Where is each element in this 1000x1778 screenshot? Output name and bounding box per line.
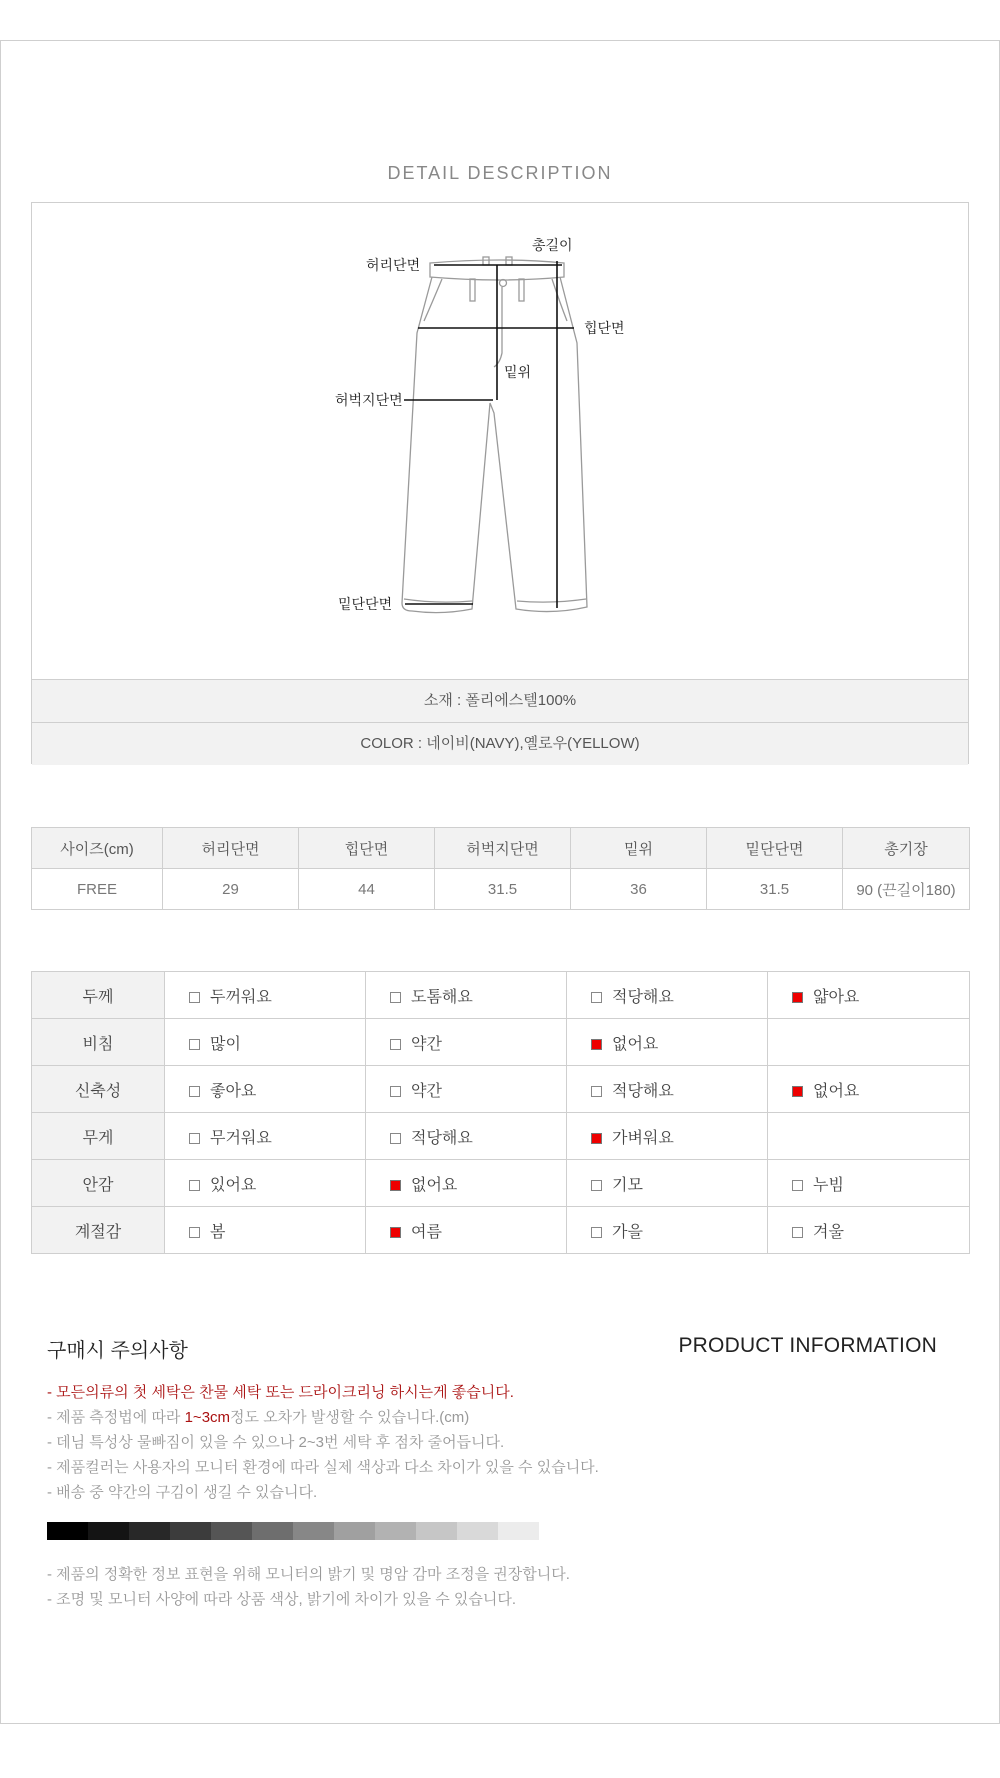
pants-illustration — [32, 203, 968, 679]
feel-option — [366, 1207, 567, 1254]
feel-option-label: 얇아요 — [813, 988, 860, 1006]
color-row: COLOR : 네이비(NAVY),옐로우(YELLOW) — [32, 722, 968, 765]
tolerance-value: 1~3cm — [184, 1409, 231, 1426]
feel-option — [366, 1066, 567, 1113]
rise-value: 36 — [571, 869, 707, 910]
feel-option — [366, 1160, 567, 1207]
feel-option-label: 겨울 — [813, 1223, 844, 1241]
feel-option — [567, 1160, 768, 1207]
checked-box-icon — [591, 1039, 602, 1050]
feel-row-label: 신축성 — [32, 1066, 165, 1113]
feel-row-label: 계절감 — [32, 1207, 165, 1254]
pants-diagram — [32, 203, 968, 679]
feel-option-label: 좋아요 — [210, 1082, 257, 1100]
feel-option — [567, 1019, 768, 1066]
gray-swatch — [129, 1522, 170, 1540]
feel-option-label: 여름 — [411, 1223, 442, 1241]
feel-option — [768, 1207, 970, 1254]
notice-line: - 제품의 정확한 정보 표현을 위해 모니터의 밝기 및 명암 감마 조정을 권장합니다. — [47, 1566, 570, 1583]
feel-option-label: 많이 — [210, 1035, 241, 1053]
material-row: 소재 : 폴리에스텔100% — [32, 679, 968, 722]
unchecked-box-icon — [591, 1227, 602, 1238]
feel-option — [768, 972, 970, 1019]
feel-option-label: 무거워요 — [210, 1129, 272, 1147]
empty-cell — [768, 1113, 970, 1160]
thigh-value: 31.5 — [435, 869, 571, 910]
notice-line: - 배송 중 약간의 구김이 생길 수 있습니다. — [47, 1484, 318, 1501]
unchecked-box-icon — [390, 992, 401, 1003]
size-header: 사이즈(cm) — [32, 828, 163, 869]
feel-option — [567, 1207, 768, 1254]
gray-swatch — [375, 1522, 416, 1540]
feel-option-label: 적당해요 — [612, 1082, 674, 1100]
checked-box-icon — [390, 1180, 401, 1191]
feel-option-label: 가벼워요 — [612, 1129, 674, 1147]
feel-option — [165, 1160, 366, 1207]
checked-box-icon — [390, 1227, 401, 1238]
notice-list — [47, 1380, 599, 1505]
feel-option — [768, 1160, 970, 1207]
label-waist: 허리단면 — [366, 257, 421, 273]
feel-option — [366, 972, 567, 1019]
feel-option-label: 가을 — [612, 1223, 643, 1241]
feel-row — [32, 1207, 970, 1254]
gray-swatch — [47, 1522, 88, 1540]
hip-value: 44 — [299, 869, 435, 910]
feel-row — [32, 972, 970, 1019]
notice-line — [47, 1405, 599, 1430]
feel-option-label: 없어요 — [411, 1176, 458, 1194]
length-header: 총기장 — [843, 828, 970, 869]
gray-swatch — [457, 1522, 498, 1540]
feel-row-label: 무게 — [32, 1113, 165, 1160]
gray-swatch — [211, 1522, 252, 1540]
size-table — [31, 827, 970, 910]
feel-option-label: 있어요 — [210, 1176, 257, 1194]
feel-option — [165, 1066, 366, 1113]
gray-swatch — [498, 1522, 539, 1540]
label-hem: 밑단단면 — [338, 596, 393, 612]
notice-text: - 제품 측정법에 따라 — [47, 1409, 185, 1426]
gray-swatch — [88, 1522, 129, 1540]
notice-line: - 모든의류의 첫 세탁은 찬물 세탁 또는 드라이크리닝 하시는게 좋습니다. — [47, 1384, 514, 1401]
monitor-notice-list — [47, 1562, 570, 1612]
empty-cell — [768, 1019, 970, 1066]
feel-option-label: 없어요 — [813, 1082, 860, 1100]
gray-swatch — [170, 1522, 211, 1540]
unchecked-box-icon — [591, 1180, 602, 1191]
notice-line: - 데님 특성상 물빠짐이 있을 수 있으나 2~3번 세탁 후 점차 줄어듭니다. — [47, 1434, 505, 1451]
feel-row — [32, 1160, 970, 1207]
length-value: 90 (끈길이180) — [843, 869, 970, 910]
feel-row — [32, 1066, 970, 1113]
label-hip: 힙단면 — [584, 320, 625, 336]
rise-header: 밑위 — [571, 828, 707, 869]
feel-option-label: 두꺼워요 — [210, 988, 272, 1006]
unchecked-box-icon — [189, 992, 200, 1003]
section-title: DETAIL DESCRIPTION — [387, 163, 613, 183]
gray-swatch — [334, 1522, 375, 1540]
waist-value: 29 — [163, 869, 299, 910]
feel-option — [567, 1113, 768, 1160]
feel-option-label: 누빔 — [813, 1176, 844, 1194]
fabric-feel-table — [31, 971, 970, 1254]
waist-header: 허리단면 — [163, 828, 299, 869]
feel-option — [165, 1113, 366, 1160]
feel-option-label: 약간 — [411, 1082, 442, 1100]
notice-line: - 제품컬러는 사용자의 모니터 환경에 따라 실제 색상과 다소 차이가 있을 수 있습니다. — [47, 1459, 599, 1476]
unchecked-box-icon — [189, 1133, 200, 1144]
size-table-row — [32, 869, 970, 910]
feel-row-label: 안감 — [32, 1160, 165, 1207]
notice-text: 정도 오차가 발생할 수 있습니다.(cm) — [230, 1409, 470, 1426]
feel-option-label: 약간 — [411, 1035, 442, 1053]
unchecked-box-icon — [591, 1086, 602, 1097]
detail-box — [31, 202, 969, 764]
unchecked-box-icon — [390, 1133, 401, 1144]
label-rise: 밑위 — [504, 364, 532, 380]
product-information-heading: PRODUCT INFORMATION — [678, 1334, 937, 1357]
gray-swatch — [293, 1522, 334, 1540]
size-table-header — [32, 828, 970, 869]
notice-line: - 조명 및 모니터 사양에 따라 상품 색상, 밝기에 차이가 있을 수 있습니다. — [47, 1591, 517, 1608]
feel-option-label: 적당해요 — [612, 988, 674, 1006]
feel-option — [366, 1113, 567, 1160]
unchecked-box-icon — [792, 1227, 803, 1238]
feel-option — [165, 972, 366, 1019]
feel-option-label: 기모 — [612, 1176, 643, 1194]
gray-swatch — [416, 1522, 457, 1540]
hem-value: 31.5 — [707, 869, 843, 910]
feel-row-label: 비침 — [32, 1019, 165, 1066]
unchecked-box-icon — [390, 1039, 401, 1050]
feel-option — [165, 1019, 366, 1066]
feel-option-label: 도톰해요 — [411, 988, 473, 1006]
checked-box-icon — [591, 1133, 602, 1144]
feel-row — [32, 1019, 970, 1066]
label-thigh: 허벅지단면 — [335, 392, 403, 408]
feel-option — [567, 972, 768, 1019]
unchecked-box-icon — [189, 1039, 200, 1050]
feel-option — [366, 1019, 567, 1066]
feel-option — [567, 1066, 768, 1113]
notice-title: 구매시 주의사항 — [47, 1340, 188, 1362]
feel-option — [165, 1207, 366, 1254]
unchecked-box-icon — [189, 1227, 200, 1238]
unchecked-box-icon — [591, 992, 602, 1003]
feel-option-label: 적당해요 — [411, 1129, 473, 1147]
checked-box-icon — [792, 1086, 803, 1097]
feel-option-label: 없어요 — [612, 1035, 659, 1053]
thigh-header: 허벅지단면 — [435, 828, 571, 869]
feel-option — [768, 1066, 970, 1113]
feel-row-label: 두께 — [32, 972, 165, 1019]
label-total-length: 총길이 — [532, 237, 573, 253]
feel-option-label: 봄 — [210, 1223, 226, 1241]
unchecked-box-icon — [189, 1086, 200, 1097]
unchecked-box-icon — [189, 1180, 200, 1191]
unchecked-box-icon — [390, 1086, 401, 1097]
gray-swatch — [252, 1522, 293, 1540]
hip-header: 힙단면 — [299, 828, 435, 869]
gamma-swatch-bar — [47, 1522, 539, 1540]
checked-box-icon — [792, 992, 803, 1003]
unchecked-box-icon — [792, 1180, 803, 1191]
hem-header: 밑단단면 — [707, 828, 843, 869]
size-value: FREE — [32, 869, 163, 910]
feel-row — [32, 1113, 970, 1160]
